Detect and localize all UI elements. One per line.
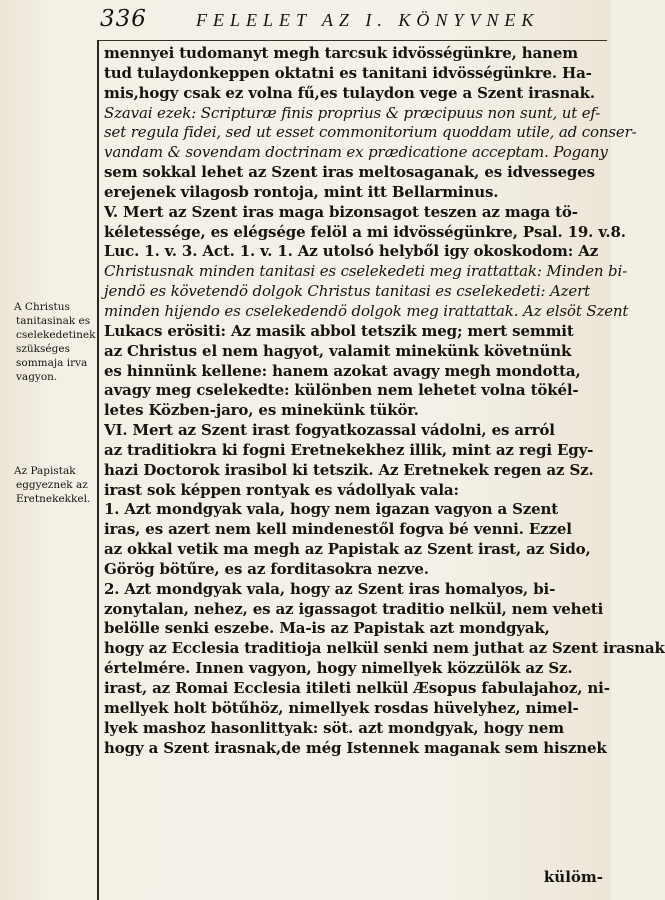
text-line: zonytalan, nehez, es az igassagot traditio nelkül, nem veheti bbox=[104, 599, 604, 618]
text-line: hogy az Ecclesia traditioja nelkül senki nem juthat az Szent irasnak bbox=[104, 639, 665, 658]
text-line: es hinnünk kellene: hanem azokat avagy megh mondotta, bbox=[104, 361, 581, 380]
text-line: sem sokkal lehet az Szent iras meltosaganak, es idvesseges bbox=[104, 163, 595, 182]
text-line: set regula fidei, sed ut esset commonitorium quoddam utile, ad conser- bbox=[104, 123, 637, 142]
text-line: letes Közben-jaro, es minekünk tükör. bbox=[104, 401, 419, 420]
catchword: külöm- bbox=[543, 868, 603, 886]
header-rule bbox=[97, 40, 607, 41]
text-line: jendö es követendö dolgok Christus tanitasi es cselekedeti: Azert bbox=[104, 282, 591, 301]
text-line: Lukacs erösiti: Az masik abbol tetszik meg; mert semmit bbox=[104, 321, 574, 340]
text-line: mennyei tudomanyt megh tarcsuk idvösségünkre, hanem bbox=[104, 44, 578, 62]
text-line: az traditiokra ki fogni Eretnekekhez illik, mint az regi Egy- bbox=[104, 440, 594, 459]
margin-note: A Christus tanitasinak es cselekedetinek szükséges sommaja irva vagyon. bbox=[14, 301, 96, 383]
text-line: VI. Mert az Szent irast fogyatkozassal vádolni, es arról bbox=[104, 421, 555, 440]
text-line: Szavai ezek: Scripturæ finis proprius & præcipuus non sunt, ut ef- bbox=[104, 103, 601, 122]
text-line: Christusnak minden tanitasi es cselekedeti meg irattattak: Minden bi- bbox=[104, 262, 628, 281]
body-text bbox=[104, 44, 665, 758]
text-line: iras, es azert nem kell mindenestől fogva bé venni. Ezzel bbox=[104, 520, 572, 539]
margin-note: Az Papistak eggyeznek az Eretnekekkel. bbox=[14, 465, 91, 505]
text-line: belölle senki eszebe. Ma-is az Papistak azt mondgyak, bbox=[104, 619, 550, 638]
text-line: minden hijendo es cselekedendö dolgok meg irattattak. Az elsöt Szent bbox=[104, 301, 629, 320]
text-line: az okkal vetik ma megh az Papistak az Szent irast, az Sido, bbox=[104, 540, 591, 559]
page-number: 336 bbox=[100, 6, 147, 32]
text-line: irast sok képpen rontyak es vádollyak vala: bbox=[104, 480, 459, 499]
text-line: 2. Azt mondgyak vala, hogy az Szent iras homalyos, bi- bbox=[104, 579, 556, 598]
text-line: 1. Azt mondgyak vala, hogy nem igazan vagyon a Szent bbox=[104, 500, 559, 519]
text-line: V. Mert az Szent iras maga bizonsagot teszen az maga tö- bbox=[104, 202, 578, 221]
text-line: vandam & sovendam doctrinam ex prædicatione acceptam. Pogany bbox=[104, 143, 608, 162]
text-line: mellyek holt bötűhöz, nimellyek rosdas hüvelyhez, nimel- bbox=[104, 698, 579, 717]
text-line: hogy a Szent irasnak,de még Istennek maganak sem hisznek bbox=[104, 738, 607, 757]
text-line: erejenek vilagosb rontoja, mint itt Bellarminus. bbox=[104, 182, 499, 201]
text-line: Görög bötűre, es az forditasokra nezve. bbox=[104, 559, 429, 578]
running-title: FELELET AZ I. KÖNYVNEK bbox=[196, 10, 540, 30]
text-line: Luc. 1. v. 3. Act. 1. v. 1. Az utolsó helyből igy okoskodom: Az bbox=[104, 242, 599, 261]
margin-rule bbox=[97, 40, 99, 900]
page-header bbox=[96, 6, 611, 36]
text-line: hazi Doctorok irasibol ki tetszik. Az Eretnekek regen az Sz. bbox=[104, 460, 594, 479]
text-line: irast, az Romai Ecclesia itileti nelkül Æsopus fabulajahoz, ni- bbox=[104, 679, 610, 697]
text-line: mis,hogy csak ez volna fű,es tulaydon vege a Szent irasnak. bbox=[104, 83, 595, 102]
margin-notes bbox=[4, 300, 94, 506]
text-line: értelmére. Innen vagyon, hogy nimellyek közzülök az Sz. bbox=[104, 659, 573, 678]
text-line: tud tulaydonkeppen oktatni es tanitani idvösségünkre. Ha- bbox=[104, 63, 592, 82]
text-line: az Christus el nem hagyot, valamit minekünk követnünk bbox=[104, 341, 572, 360]
text-line: avagy meg cselekedte: különben nem lehetet volna tökél- bbox=[104, 381, 579, 400]
text-line: kéletessége, es elégsége felöl a mi idvösségünkre, Psal. 19. v.8. bbox=[104, 222, 626, 241]
text-line: lyek mashoz hasonlittyak: söt. azt mondgyak, hogy nem bbox=[104, 718, 565, 737]
